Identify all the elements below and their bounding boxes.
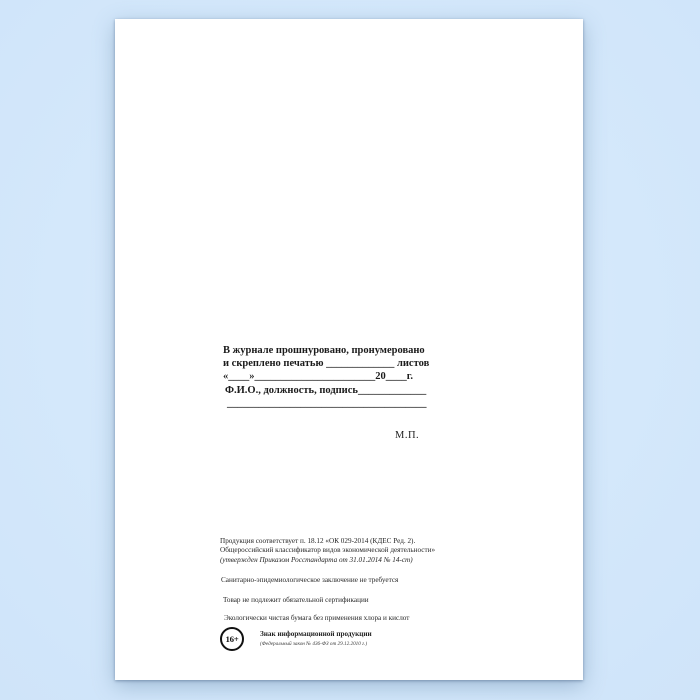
binding-line-3: «____»_______________________20____г. <box>223 371 413 383</box>
stamp-placeholder: М.П. <box>395 430 420 441</box>
compliance-line-1: Продукция соответствует п. 18.12 «ОК 029-2014 (КДЕС Ред. 2). <box>220 537 416 545</box>
binding-line-4: Ф.И.О., должность, подпись_____________ <box>225 384 427 396</box>
age-rating-block <box>220 627 372 651</box>
binding-statement <box>223 344 463 410</box>
ecology-note: Экологически чистая бумага без применения хлора и кислот <box>224 614 410 622</box>
binding-line-5: ______________________________________ <box>227 397 427 409</box>
age-16plus-icon: 16+ <box>220 627 244 651</box>
information-product-sign-label: Знак информационной продукции <box>260 630 372 638</box>
compliance-line-2: Общероссийский классификатор видов экономической деятельности» <box>220 546 436 555</box>
binding-line-1: В журнале прошнуровано, пронумеровано <box>223 345 425 356</box>
product-compliance-note <box>220 537 435 565</box>
age-rating-text <box>260 627 372 647</box>
federal-law-reference: (Федеральный закон № 436-ФЗ от 29.12.2010 г.) <box>260 640 368 647</box>
compliance-law-reference: (утвержден Приказом Росстандарта от 31.01.2014 № 14-ст) <box>220 555 413 564</box>
binding-line-2: и скреплено печатью _____________ листов <box>223 358 430 370</box>
journal-back-page <box>115 19 583 680</box>
certification-note: Товар не подлежит обязательной сертификации <box>223 596 369 604</box>
sanitary-note: Санитарно-эпидемиологическое заключение не требуется <box>221 576 399 584</box>
